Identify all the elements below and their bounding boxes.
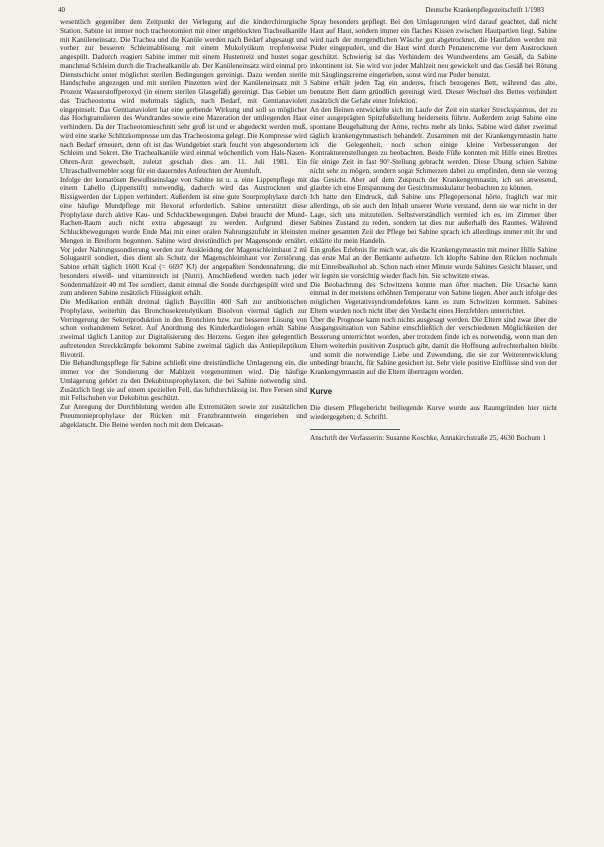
paragraph: Die Medikation enthält dreimal täglich Baycillin 400 Saft zur antibiotischen Prophylaxe, weiterhin das Bronchosekretolytikum Bisolvon viermal täglich zur Verringerung der Sekretproduktion in den Bronchien bzw. zur besseren Lösung von schon vorhandenem Sekret. Auf Anordnung des Kinderkardiologen erhält Sabine zweimal täglich Lanitop zur Digitalisierung des Herzens. Gegen ihre gelegentlich auftretenden Streckkrämpfe bekommt Sabine zweimal täglich das Antiepileptikum Rivotril. (60, 298, 307, 359)
section-heading: Kurve (310, 386, 333, 396)
left-column (60, 18, 307, 429)
paragraph: wesentlich gegenüber dem Zeitpunkt der Verlegung auf die kinderchirurgische Station. Sabine ist immer noch tracheotomiert mit einer ungeblockten Trachealkanüle mit Kanüleneinsatz. Die Trachea und die Kanüle werden nach Bedarf abgesaugt und vorher zur besseren Schleimablösung mit einem Mukolytikum tropfenweise angespült. Dadurch reagiert Sabine immer mit einem Hustenreiz und hustet sogar manchmal Schleim durch die Trachealkanüle ab. Der Kanüleneinsatz wird einmal pro Dienstschicht unter möglichst sterilen Bedingungen gereinigt. Dazu werden sterile Handschuhe angezogen und mit sterilen Pinzetten wird der Kanüleneinsatz mit 3 Prozent Wasserstoffperoxyd (in einem sterilen Glasgefäß) gereinigt. Das Gebiet um das Tracheostoma wird mehrmals täglich, nach Bedarf, mit Gentianaviolett eingepinselt. Das Gentianaviolett hat eine gerbende Wirkung und soll so möglicher das Hochgranulieren des Wundrandes sowie eine Mazeration der umliegenden Haut verhindern. Da der Tracheotomieschnitt sehr groß ist und er abgedeckt werden muß, wird eine starke Schlitzkompresse um das Tracheostoma gelegt. Die Kompresse wird nach Bedarf erneuert, denn oft ist das Wundgebiet stark feucht von abgesondertem Schleim und Sekret. Die Trachealkanüle wird einmal wöchentlich vom Hals-Nasen-Ohren-Arzt gewechselt, zuletzt geschah dies am 11. Juli 1981. Ein Ultraschallvernebler sorgt für ein dauerndes Anfeuchten der Atemluft. (60, 18, 307, 175)
paragraph: Die Behandlungspflege für Sabine schließt eine dreistündliche Umlagerung ein, die immer vor der Sondierung der Mahlzeit vorgenommen wird. Die häufige Umlagerung gehört zu den Dekubitusprophylaxen, die bei Sabine notwendig sind. Zusätzlich liegt sie auf einem speziellen Fell, das luftdurchlässig ist. Ihre Fersen sind mit Fellschuhen vor Dekubitus geschützt. (60, 359, 307, 403)
paragraph: Zur Anregung der Durchblutung werden alle Extremitäten sowie zur zusätzlichen Pneumonieprophylaxe der Rücken mit Franzbranntwein eingerieben und abgeklatscht. Die Beine werden noch mit dem Delcasan- (60, 403, 307, 429)
divider (310, 429, 400, 430)
paragraph: Ein großes Erlebnis für mich war, als die Krankengymnastin mit meiner Hilfe Sabine das erste Mal an der Bettkante aufsetzte. Ich klopfte Sabine den Rücken nochmals mit Einreibealkohol ab. Schon nach einer Minute wurde Sabines Gesicht blasser, und wir legten sie vorsichtig wieder flach hin. Sie schwitzte etwas. (310, 245, 557, 280)
paragraph: Infolge der komatösen Bewußtseinslage von Sabine ist u. a. eine Lippenpflege mit einem Labello (Lippenstift) notwendig, dadurch wird das Austrocknen und Rissigwerden der Lippen verhindert. Außerdem ist eine gute Soorprophylaxe durch eine häufige Mundpflege mit Hexoral erforderlich. Sabine unterstützt diese Prophylaxe durch aktive Kau- und Schluckbewegungen. Dabei braucht der Mund-Rachen-Raum auch nicht extra abgesaugt zu werden. Aufgrund dieser Schluckbewegungen wurde Ende Mai mit einer oralen Nahrungszufuhr in kleinsten Mengen in Breiform begonnen. Sabine wird dreistündlich per Magensonde ernährt. Vor jeder Nahrungssondierung werden zur Auskleidung der Magenschleimhaut 2 ml Solugastril sondiert, dies dient als Schutz der Magenschleimhaut vor Zerstörung. Sabine erhält täglich 1600 Kcal (= 6697 KJ) der angepaßten Sondennahrung, die besonders eiweiß- und vitaminreich ist (Nutri). Anschließend werden nach jeder Sondenmahlzeit 40 ml Tee sondiert, damit einmal die Sonde durchgespült wird und zum anderen Sabine zusätzlich Flüssigkeit erhält. (60, 175, 307, 298)
paragraph: Die Beobachtung des Schwitzens konnte man öfter machen. Die Ursache kann einmal in der meistens erhöhten Temperatur von Sabine liegen. Aber auch infolge des möglichen Vegetativsyndromdefektes kann es zum Schwitzen kommen. Sabines Eltern wurden noch nicht über den Verdacht eines Herzfehlers unterrichtet. (310, 280, 557, 315)
paragraph: Über die Prognose kann noch nichts ausgesagt werden. Die Eltern sind zwar über die Ausgangssituation von Sabine einschließlich der verschiedenen Möglichkeiten der Besserung unterrichtet worden, aber trotzdem finde ich es notwendig, wenn man den Eltern weiterhin positiven Zuspruch gibt, damit die Hoffnung aufrechterhalten bleibt und somit die notwendige Liebe und Zuwendung, die sie zur Weiterentwicklung unbedingt braucht, für Sabine gesichert ist. Sehr viele positive Einflüsse sind von der Krankengymnastin auf die Eltern übertragen worden. (310, 315, 557, 376)
paragraph: Ich hatte den Eindruck, daß Sabine uns Pflegepersonal hörte, fraglich war mir allerdings, ob sie auch den Inhalt unserer Worte verstand, denn sie war nicht in der Lage, sich uns mitzuteilen. Selbstverständlich vermied ich es, im Zimmer über Sabines Zustand zu reden, sondern tat dies nur außerhalb des Raumes. Während meiner gesamten Zeit der Pflege bei Sabine sprach ich allerdings immer mit ihr und erklärte ihr mein Handeln. (310, 193, 557, 245)
author-address: Anschrift der Verfasserin: Susanne Koschke, Annakirchstraße 25, 4630 Bochum 1 (310, 434, 547, 443)
journal-name: Deutsche Krankenpflegezeitschrift 1/1983 (425, 6, 544, 14)
paragraph: Sabine erhält jeden Tag ein anderes, frisch bezogenes Bett, während das alte, benutzte Bett dann gründlich gereinigt wird. Dieser Wechsel des Bettes verhindert zusätzlich die Gefahr einer Infektion. (310, 79, 557, 105)
right-column (310, 18, 557, 443)
page-number: 40 (58, 6, 65, 14)
section-text: Die diesem Pflegebericht beiliegende Kurve wurde aus Raumgründen hier nicht wiedergegeben; d. Schriftl. (310, 403, 557, 421)
paragraph: An den Beinen entwickelte sich im Laufe der Zeit ein starker Streckspasmus, der zu einer ausgeprägten Spitzfußstellung beiderseits führte. Außerdem zeigt Sabine eine spontane Beugehaltung der Arme, rechts mehr als links. Sabine wird daher zweimal täglich krankengymnastisch behandelt. Zusammen mit der Krankengymnastin hatte ich die Gelegenheit, noch schon einige kleine Verbesserungen der Kontrakturenstellungen zu beobachten. Beide Füße konnten mit Hilfe eines Brettes für einige Zeit in fast 90°-Stellung gebracht werden. Diese Übung schien Sabine nicht sehr zu mögen, sondern sogar Schmerzen dabei zu empfinden, denn sie verzog das Gesicht. Aber auf dem Zuspruch der Krankengymnastin, ich sei anwesend, glaubte ich eine Entspannung der Gesichtsmuskulatur beobachten zu können. (310, 105, 557, 193)
paragraph: Spray besonders gepflegt. Bei den Umlagerungen wird darauf geachtet, daß nicht Haut auf Haut, sondern immer ein flaches Kissen zwischen Hautpartien liegt. Sabine wird nach der morgendlichen Wäsche gut abgetrocknet, die Hautfalten werden mit Puder eingepudert, und die Haut wird durch Penatencreme vor dem Austrocknen geschützt. Schwierig ist das Verhindern des Wundwerdens am Gesäß, da Sabine inkontinent ist. Sie wird vor jeder Mahlzeit neu gewickelt und das Gesäß bei Rötung mit Säuglingscreme eingerieben, sonst wird nur Puder benutzt. (310, 18, 557, 79)
